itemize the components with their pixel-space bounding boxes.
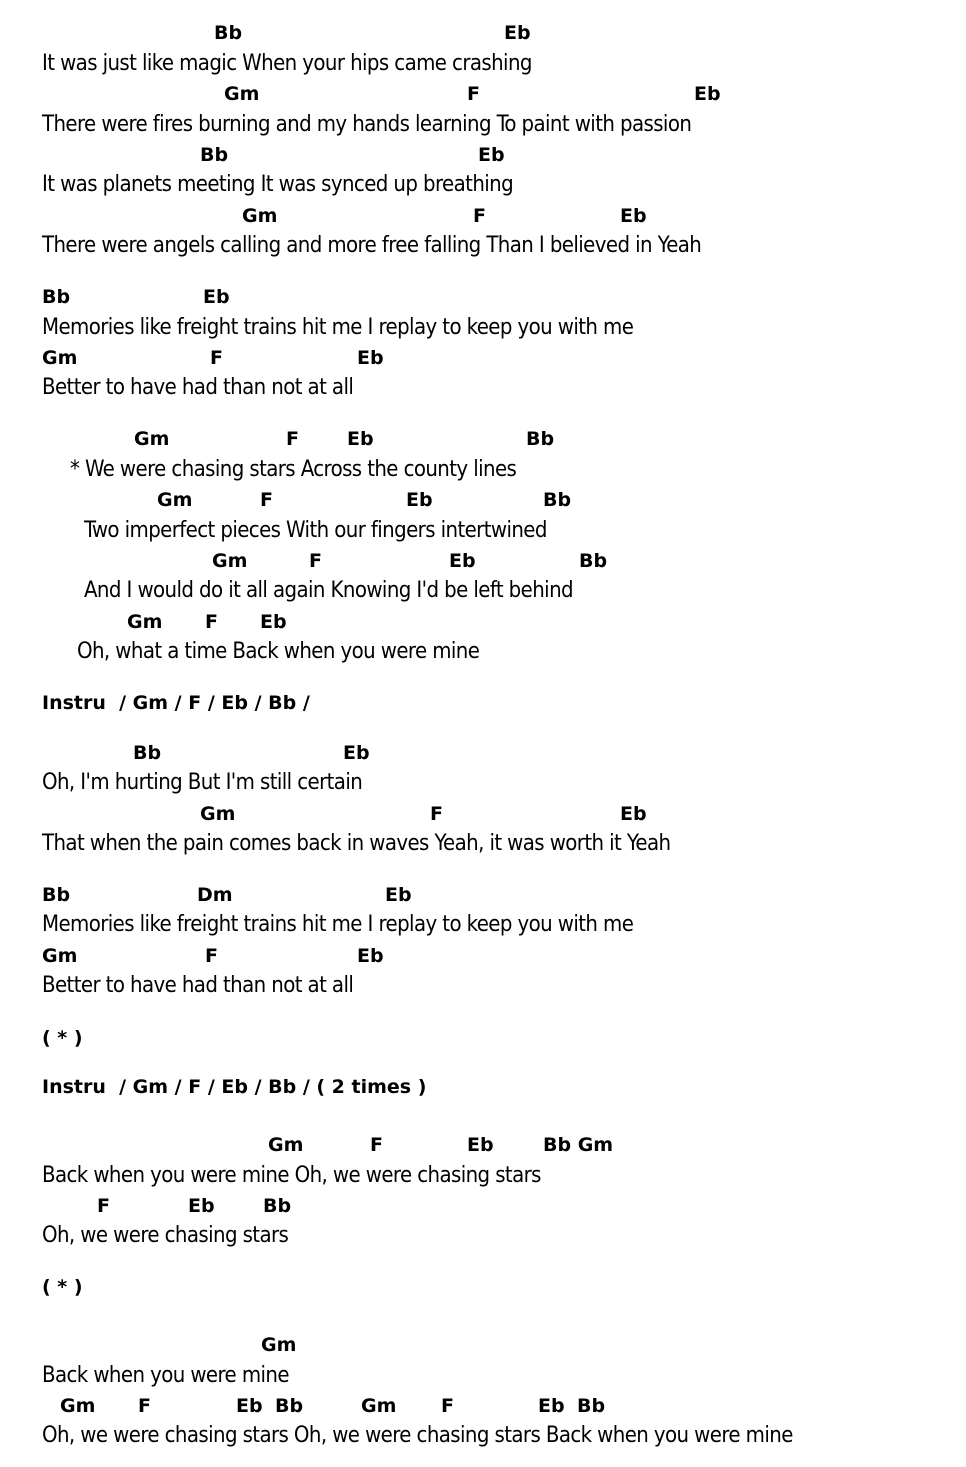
lyric-line: Oh, we were chasing stars xyxy=(42,1223,289,1248)
lyric-line: That when the pain comes back in waves Yeah, it was worth it Yeah xyxy=(42,831,671,856)
chord: F xyxy=(260,489,273,511)
chord: Eb xyxy=(385,884,412,906)
chord: Gm xyxy=(42,945,78,967)
chord: Eb xyxy=(694,83,721,105)
chord: F xyxy=(370,1134,383,1156)
chord: Eb xyxy=(467,1134,494,1156)
chord: Gm xyxy=(42,347,78,369)
chord: F xyxy=(210,347,223,369)
chord: Bb xyxy=(263,1195,292,1217)
chord: Eb xyxy=(620,205,647,227)
chord: Gm xyxy=(261,1334,297,1356)
lyric-line: Oh, what a time Back when you were mine xyxy=(77,639,480,664)
chord: Bb xyxy=(214,22,243,44)
lyric-line: Memories like freight trains hit me I replay to keep you with me xyxy=(42,912,634,937)
chorus-repeat-marker: ( * ) xyxy=(42,1276,83,1298)
lyric-line: Better to have had than not at all xyxy=(42,375,354,400)
chord: Bb xyxy=(275,1395,304,1417)
lyric-line: * We were chasing stars Across the county lines xyxy=(70,457,517,482)
chord: F xyxy=(430,803,443,825)
chord: F xyxy=(286,428,299,450)
lyric-line: Oh, we were chasing stars Oh, we were chasing stars Back when you were mine xyxy=(42,1423,793,1448)
lyric-line: It was planets meeting It was synced up breathing xyxy=(42,172,514,197)
lyric-line: And I would do it all again Knowing I'd be left behind xyxy=(84,578,573,603)
chord: F xyxy=(205,945,218,967)
instrumental-marker: Instru / Gm / F / Eb / Bb / xyxy=(42,692,310,714)
lyric-line: There were fires burning and my hands learning To paint with passion xyxy=(42,112,692,137)
chord: Eb xyxy=(203,286,230,308)
chord: F xyxy=(441,1395,454,1417)
lyric-line: Oh, I'm hurting But I'm still certain xyxy=(42,770,363,795)
chord: Eb xyxy=(236,1395,263,1417)
chord: Gm xyxy=(60,1395,96,1417)
chord: Bb xyxy=(577,1395,606,1417)
chord: Eb xyxy=(538,1395,565,1417)
chord: F xyxy=(97,1195,110,1217)
instrumental-marker: Instru / Gm / F / Eb / Bb / ( 2 times ) xyxy=(42,1076,427,1098)
chord: Eb xyxy=(357,347,384,369)
chord: F xyxy=(205,611,218,633)
chord: F xyxy=(138,1395,151,1417)
chord: Eb xyxy=(504,22,531,44)
chord: Eb xyxy=(343,742,370,764)
chord: Bb xyxy=(133,742,162,764)
chord: Bb xyxy=(543,489,572,511)
chord: Eb xyxy=(449,550,476,572)
chord: Gm xyxy=(127,611,163,633)
chord: Bb xyxy=(579,550,608,572)
lyric-line: Back when you were mine xyxy=(42,1363,289,1388)
chord: Gm xyxy=(157,489,193,511)
lyric-line: There were angels calling and more free falling Than I believed in Yeah xyxy=(42,233,702,258)
chord: Bb xyxy=(200,144,229,166)
chord: Eb xyxy=(478,144,505,166)
lyric-line: Memories like freight trains hit me I replay to keep you with me xyxy=(42,315,634,340)
chord: F xyxy=(309,550,322,572)
chord: Gm xyxy=(242,205,278,227)
chord: F xyxy=(467,83,480,105)
chord: Gm xyxy=(268,1134,304,1156)
chord: Eb xyxy=(347,428,374,450)
chorus-repeat-marker: ( * ) xyxy=(42,1027,83,1049)
chord: Gm xyxy=(134,428,170,450)
chord: F xyxy=(473,205,486,227)
chord: Dm xyxy=(197,884,233,906)
chord: Eb xyxy=(188,1195,215,1217)
lyric-line: It was just like magic When your hips came crashing xyxy=(42,51,532,76)
lyric-line: Back when you were mine Oh, we were chasing stars xyxy=(42,1163,541,1188)
chord: Bb xyxy=(42,884,71,906)
chord: Eb xyxy=(406,489,433,511)
chord: Bb xyxy=(526,428,555,450)
chord: Bb xyxy=(42,286,71,308)
chord: Gm xyxy=(361,1395,397,1417)
chord: Eb xyxy=(620,803,647,825)
chord: Gm xyxy=(200,803,236,825)
chord: Eb xyxy=(260,611,287,633)
chord: Bb Gm xyxy=(543,1134,614,1156)
lyric-line: Better to have had than not at all xyxy=(42,973,354,998)
chord: Eb xyxy=(357,945,384,967)
chord: Gm xyxy=(224,83,260,105)
lyric-line: Two imperfect pieces With our fingers intertwined xyxy=(84,518,547,543)
chord: Gm xyxy=(212,550,248,572)
